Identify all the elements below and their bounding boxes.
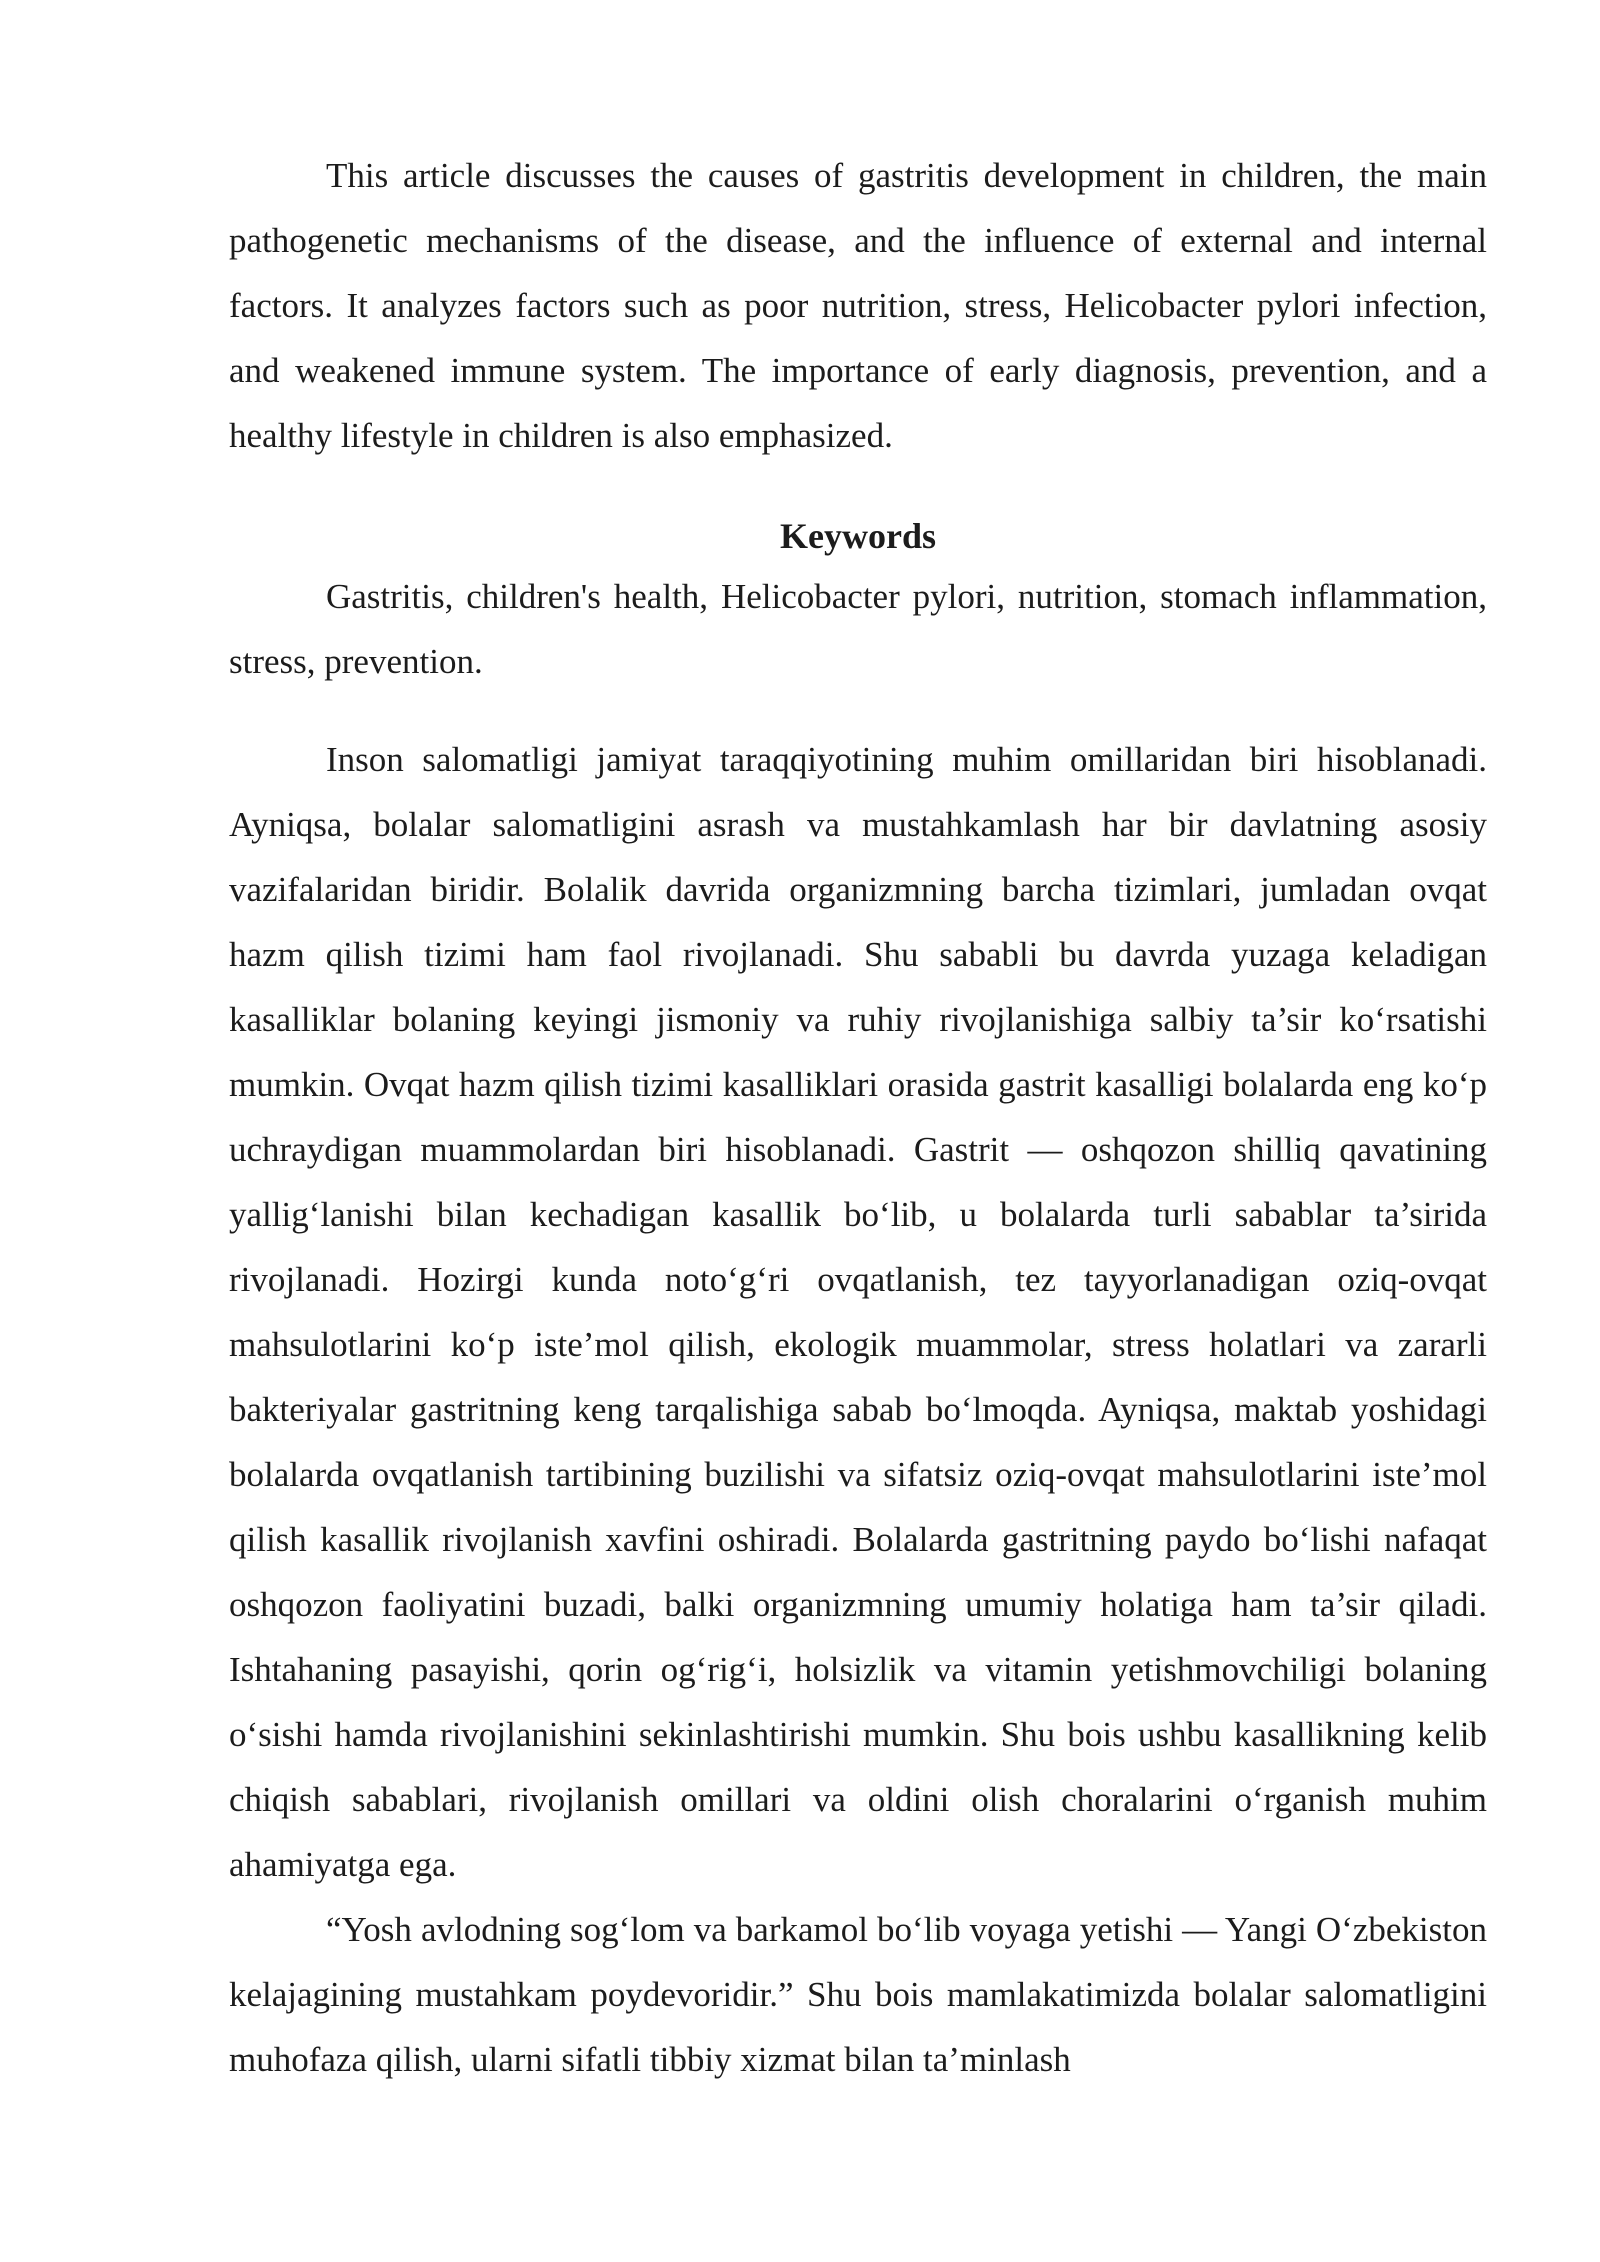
document-page — [229, 143, 1487, 2092]
keywords-text: Gastritis, children's health, Helicobacter pylori, nutrition, stomach inflammation, stress, prevention. — [229, 577, 1487, 681]
keywords-heading: Keywords — [780, 516, 936, 556]
body-paragraph-1: Inson salomatligi jamiyat taraqqiyotining muhim omillaridan biri hisoblanadi. Ayniqsa, bolalar salomatligini asrash va mustahkamlash har bir davlatning asosiy vazifalaridan biridir. Bolalik davrida organizmning barcha tizimlari, jumladan ovqat hazm qilish tizimi ham faol rivojlanadi. Shu sababli bu davrda yuzaga keladigan kasalliklar bolaning keyingi jismoniy va ruhiy rivojlanishiga salbiy ta’sir ko‘rsatishi mumkin. Ovqat hazm qilish tizimi kasalliklari orasida gastrit kasalligi bolalarda eng ko‘p uchraydigan muammolardan biri hisoblanadi. Gastrit — oshqozon shilliq qavatining yallig‘lanishi bilan kechadigan kasallik bo‘lib, u bolalarda turli sabablar ta’sirida rivojlanadi. Hozirgi kunda noto‘g‘ri ovqatlanish, tez tayyorlanadigan oziq-ovqat mahsulotlarini ko‘p iste’mol qilish, ekologik muammolar, stress holatlari va zararli bakteriyalar gastritning keng tarqalishiga sabab bo‘lmoqda. Ayniqsa, maktab yoshidagi bolalarda ovqatlanish tartibining buzilishi va sifatsiz oziq-ovqat mahsulotlarini iste’mol qilish kasallik rivojlanish xavfini oshiradi. Bolalarda gastritning paydo bo‘lishi nafaqat oshqozon faoliyatini buzadi, balki organizmning umumiy holatiga ham ta’sir qiladi. Ishtahaning pasayishi, qorin og‘rig‘i, holsizlik va vitamin yetishmovchiligi bolaning o‘sishi hamda rivojlanishini sekinlashtirishi mumkin. Shu bois ushbu kasallikning kelib chiqish sabablari, rivojlanish omillari va oldini olish choralarini o‘rganish muhim ahamiyatga ega. — [229, 740, 1487, 1884]
abstract-paragraph: This article discusses the causes of gastritis development in children, the main pathogenetic mechanisms of the disease, and the influence of external and internal factors. It analyzes factors such as poor nutrition, stress, Helicobacter pylori infection, and weakened immune system. The importance of early diagnosis, prevention, and a healthy lifestyle in children is also emphasized. — [229, 156, 1487, 455]
body-paragraph-2: “Yosh avlodning sog‘lom va barkamol bo‘lib voyaga yetishi — Yangi O‘zbekiston kelajagining mustahkam poydevoridir.” Shu bois mamlakatimizda bolalar salomatligini muhofaza qilish, ularni sifatli tibbiy xizmat bilan ta’minlash — [229, 1910, 1487, 2079]
